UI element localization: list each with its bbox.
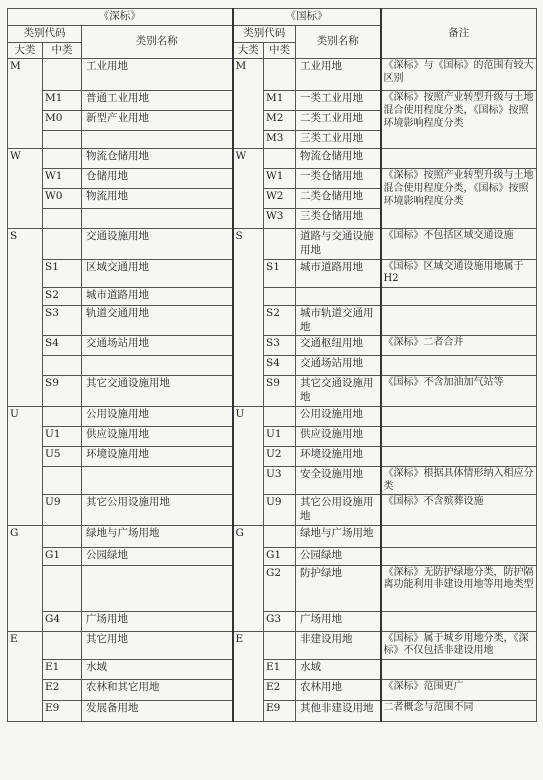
national-category-name: 二类仓储用地: [296, 189, 381, 209]
national-category-name: 公园绿地: [296, 547, 381, 565]
national-category-name: 一类工业用地: [296, 91, 381, 111]
shenzhen-medium-code: [43, 631, 82, 660]
national-category-name: 三类工业用地: [296, 131, 381, 149]
shenzhen-category-name: 物流用地: [82, 189, 233, 209]
shenzhen-category-name: 轨道交通用地: [82, 306, 233, 336]
table-row: [8, 288, 537, 306]
table-row: [8, 525, 537, 547]
shenzhen-medium-code: U9: [43, 495, 82, 525]
shenzhen-major-code: U: [8, 406, 43, 525]
table-row: [8, 336, 537, 356]
remark-cell: 《国标》属于城乡用地分类，《深标》不仅包括非建设用地: [381, 631, 537, 660]
national-medium-code: W1: [264, 169, 296, 189]
remark-cell: 《深标》按照产业转型升级与土地混合使用程度分类，《国标》按照环境影响程度分类: [381, 169, 537, 229]
shenzhen-category-name: 其它用地: [82, 631, 233, 660]
remark-cell: [381, 149, 537, 169]
table-row: [8, 565, 537, 611]
shenzhen-major-header: 大类: [8, 42, 43, 59]
table-row: [8, 466, 537, 495]
remark-cell: [381, 446, 537, 466]
table-row: [8, 59, 537, 91]
table-row: [8, 229, 537, 259]
national-medium-code: U3: [264, 466, 296, 495]
national-medium-code: [264, 149, 296, 169]
shenzhen-medium-code: U5: [43, 446, 82, 466]
shenzhen-category-name: 仓储用地: [82, 169, 233, 189]
shenzhen-major-code: S: [8, 229, 43, 406]
shenzhen-category-name: 发展备用地: [82, 701, 233, 722]
shenzhen-medium-code: [43, 466, 82, 495]
national-medium-code: [264, 631, 296, 660]
national-category-name: 公用设施用地: [296, 406, 381, 426]
remark-cell: 《深标》与《国标》的范围有较大区别: [381, 59, 537, 91]
national-category-name: [296, 288, 381, 306]
shenzhen-medium-code: W1: [43, 169, 82, 189]
shenzhen-code-header: 类别代码: [8, 26, 82, 43]
shenzhen-category-name: 其它交通设施用地: [82, 376, 233, 406]
national-medium-code: M2: [264, 111, 296, 131]
shenzhen-medium-code: [43, 229, 82, 259]
shenzhen-category-name: 交通场站用地: [82, 336, 233, 356]
shenzhen-category-name: 公用设施用地: [82, 406, 233, 426]
shenzhen-medium-code: S4: [43, 336, 82, 356]
table-row: [8, 660, 537, 680]
remark-cell: 《国标》不含殡葬设施: [381, 495, 537, 525]
national-major-header: 大类: [233, 42, 264, 59]
shenzhen-category-name: 交通设施用地: [82, 229, 233, 259]
table-row: [8, 631, 537, 660]
national-medium-code: [264, 288, 296, 306]
shenzhen-medium-code: S1: [43, 259, 82, 288]
table-row: [8, 611, 537, 631]
national-medium-code: S4: [264, 356, 296, 376]
shenzhen-medium-code: G1: [43, 547, 82, 565]
national-major-code: U: [233, 406, 264, 525]
national-medium-code: G3: [264, 611, 296, 631]
national-medium-code: E9: [264, 701, 296, 722]
national-major-code: E: [233, 631, 264, 722]
remark-cell: [381, 547, 537, 565]
table-row: [8, 306, 537, 336]
remark-cell: 二者概念与范围不同: [381, 701, 537, 722]
shenzhen-medium-code: [43, 209, 82, 229]
remark-cell: 《国标》不含加油加气站等: [381, 376, 537, 406]
national-major-code: G: [233, 525, 264, 631]
shenzhen-category-name: [82, 466, 233, 495]
national-major-code: W: [233, 149, 264, 229]
national-medium-code: G2: [264, 565, 296, 611]
shenzhen-medium-code: [43, 356, 82, 376]
remarks-header: 备注: [381, 9, 537, 59]
national-medium-header: 中类: [264, 42, 296, 59]
national-medium-code: U9: [264, 495, 296, 525]
shenzhen-medium-code: E1: [43, 660, 82, 680]
national-standard-header: 《国标》: [233, 9, 381, 26]
table-row: [8, 91, 537, 111]
remark-cell: 《深标》无防护绿地分类，防护隔离功能利用非建设用地等用地类型: [381, 565, 537, 611]
table-row: [8, 547, 537, 565]
remark-cell: 《国标》不包括区域交通设施: [381, 229, 537, 259]
shenzhen-standard-header: 《深标》: [8, 9, 233, 26]
shenzhen-category-name: [82, 131, 233, 149]
shenzhen-medium-code: E9: [43, 701, 82, 722]
table-row: [8, 376, 537, 406]
national-category-name: 其它公用设施用地: [296, 495, 381, 525]
shenzhen-category-name: 水域: [82, 660, 233, 680]
national-category-name: 非建设用地: [296, 631, 381, 660]
national-medium-code: [264, 59, 296, 91]
national-category-name: 交通场站用地: [296, 356, 381, 376]
national-category-name: 农林用地: [296, 680, 381, 701]
national-medium-code: M3: [264, 131, 296, 149]
remark-cell: [381, 660, 537, 680]
table-row: [8, 169, 537, 189]
table-row: [8, 406, 537, 426]
shenzhen-category-name: 公园绿地: [82, 547, 233, 565]
national-category-name: 道路与交通设施用地: [296, 229, 381, 259]
national-category-name: 供应设施用地: [296, 426, 381, 446]
national-medium-code: E2: [264, 680, 296, 701]
national-category-name: 其他非建设用地: [296, 701, 381, 722]
remark-cell: 《深标》根据具体情形纳入相应分类: [381, 466, 537, 495]
remark-cell: 《深标》按照产业转型升级与土地混合使用程度分类，《国标》按照环境影响程度分类: [381, 91, 537, 149]
national-medium-code: U1: [264, 426, 296, 446]
shenzhen-category-name: 环境设施用地: [82, 446, 233, 466]
national-medium-code: S9: [264, 376, 296, 406]
shenzhen-medium-code: S3: [43, 306, 82, 336]
shenzhen-medium-header: 中类: [43, 42, 82, 59]
shenzhen-category-name: 其它公用设施用地: [82, 495, 233, 525]
shenzhen-category-name: 绿地与广场用地: [82, 525, 233, 547]
table-row: [8, 701, 537, 722]
remark-cell: [381, 426, 537, 446]
shenzhen-major-code: G: [8, 525, 43, 631]
table-row: [8, 259, 537, 288]
national-medium-code: [264, 406, 296, 426]
table-row: [8, 680, 537, 701]
national-category-name: 广场用地: [296, 611, 381, 631]
shenzhen-medium-code: [43, 565, 82, 611]
shenzhen-category-name: 广场用地: [82, 611, 233, 631]
national-medium-code: M1: [264, 91, 296, 111]
remark-cell: [381, 288, 537, 306]
remark-cell: [381, 611, 537, 631]
national-medium-code: S3: [264, 336, 296, 356]
shenzhen-medium-code: U1: [43, 426, 82, 446]
national-medium-code: [264, 525, 296, 547]
shenzhen-medium-code: M1: [43, 91, 82, 111]
shenzhen-medium-code: E2: [43, 680, 82, 701]
table-row: [8, 446, 537, 466]
shenzhen-medium-code: [43, 406, 82, 426]
national-category-name: 物流仓储用地: [296, 149, 381, 169]
shenzhen-category-name: 新型产业用地: [82, 111, 233, 131]
national-code-header: 类别代码: [233, 26, 296, 43]
national-medium-code: U2: [264, 446, 296, 466]
shenzhen-medium-code: [43, 525, 82, 547]
shenzhen-category-name: 物流仓储用地: [82, 149, 233, 169]
national-category-name: 城市道路用地: [296, 259, 381, 288]
national-category-name: 工业用地: [296, 59, 381, 91]
shenzhen-category-name: 农林和其它用地: [82, 680, 233, 701]
national-category-name: 三类仓储用地: [296, 209, 381, 229]
national-category-name: 其它交通设施用地: [296, 376, 381, 406]
national-category-name: 环境设施用地: [296, 446, 381, 466]
national-medium-code: S1: [264, 259, 296, 288]
national-major-code: M: [233, 59, 264, 149]
remark-cell: 《国标》区域交通设施用地属于 H2: [381, 259, 537, 288]
remark-cell: [381, 356, 537, 376]
remark-cell: [381, 306, 537, 336]
national-major-code: S: [233, 229, 264, 406]
shenzhen-category-name: 供应设施用地: [82, 426, 233, 446]
national-medium-code: E1: [264, 660, 296, 680]
table-row: [8, 426, 537, 446]
land-use-comparison-table: [7, 8, 537, 722]
shenzhen-category-name: 城市道路用地: [82, 288, 233, 306]
national-category-name: 安全设施用地: [296, 466, 381, 495]
national-medium-code: W2: [264, 189, 296, 209]
table-body: [8, 59, 537, 722]
shenzhen-medium-code: G4: [43, 611, 82, 631]
shenzhen-medium-code: [43, 149, 82, 169]
remark-cell: 《深标》二者合并: [381, 336, 537, 356]
national-category-name: 城市轨道交通用地: [296, 306, 381, 336]
shenzhen-medium-code: S9: [43, 376, 82, 406]
shenzhen-major-code: E: [8, 631, 43, 722]
national-category-name: 一类仓储用地: [296, 169, 381, 189]
national-category-name: 二类工业用地: [296, 111, 381, 131]
shenzhen-category-name: [82, 565, 233, 611]
shenzhen-category-name: 普通工业用地: [82, 91, 233, 111]
national-category-name: 防护绿地: [296, 565, 381, 611]
shenzhen-major-code: M: [8, 59, 43, 149]
shenzhen-major-code: W: [8, 149, 43, 229]
national-medium-code: G1: [264, 547, 296, 565]
national-medium-code: [264, 229, 296, 259]
national-name-header: 类别名称: [296, 26, 381, 59]
shenzhen-category-name: 工业用地: [82, 59, 233, 91]
national-category-name: 交通枢纽用地: [296, 336, 381, 356]
national-category-name: 水域: [296, 660, 381, 680]
shenzhen-medium-code: [43, 59, 82, 91]
table-row: [8, 495, 537, 525]
shenzhen-medium-code: S2: [43, 288, 82, 306]
shenzhen-medium-code: [43, 131, 82, 149]
national-medium-code: W3: [264, 209, 296, 229]
shenzhen-category-name: [82, 356, 233, 376]
shenzhen-medium-code: M0: [43, 111, 82, 131]
remark-cell: 《深标》范围更广: [381, 680, 537, 701]
remark-cell: [381, 406, 537, 426]
table-row: [8, 149, 537, 169]
shenzhen-medium-code: W0: [43, 189, 82, 209]
national-medium-code: S2: [264, 306, 296, 336]
table-row: [8, 356, 537, 376]
shenzhen-name-header: 类别名称: [82, 26, 233, 59]
national-category-name: 绿地与广场用地: [296, 525, 381, 547]
shenzhen-category-name: 区域交通用地: [82, 259, 233, 288]
shenzhen-category-name: [82, 209, 233, 229]
remark-cell: [381, 525, 537, 547]
